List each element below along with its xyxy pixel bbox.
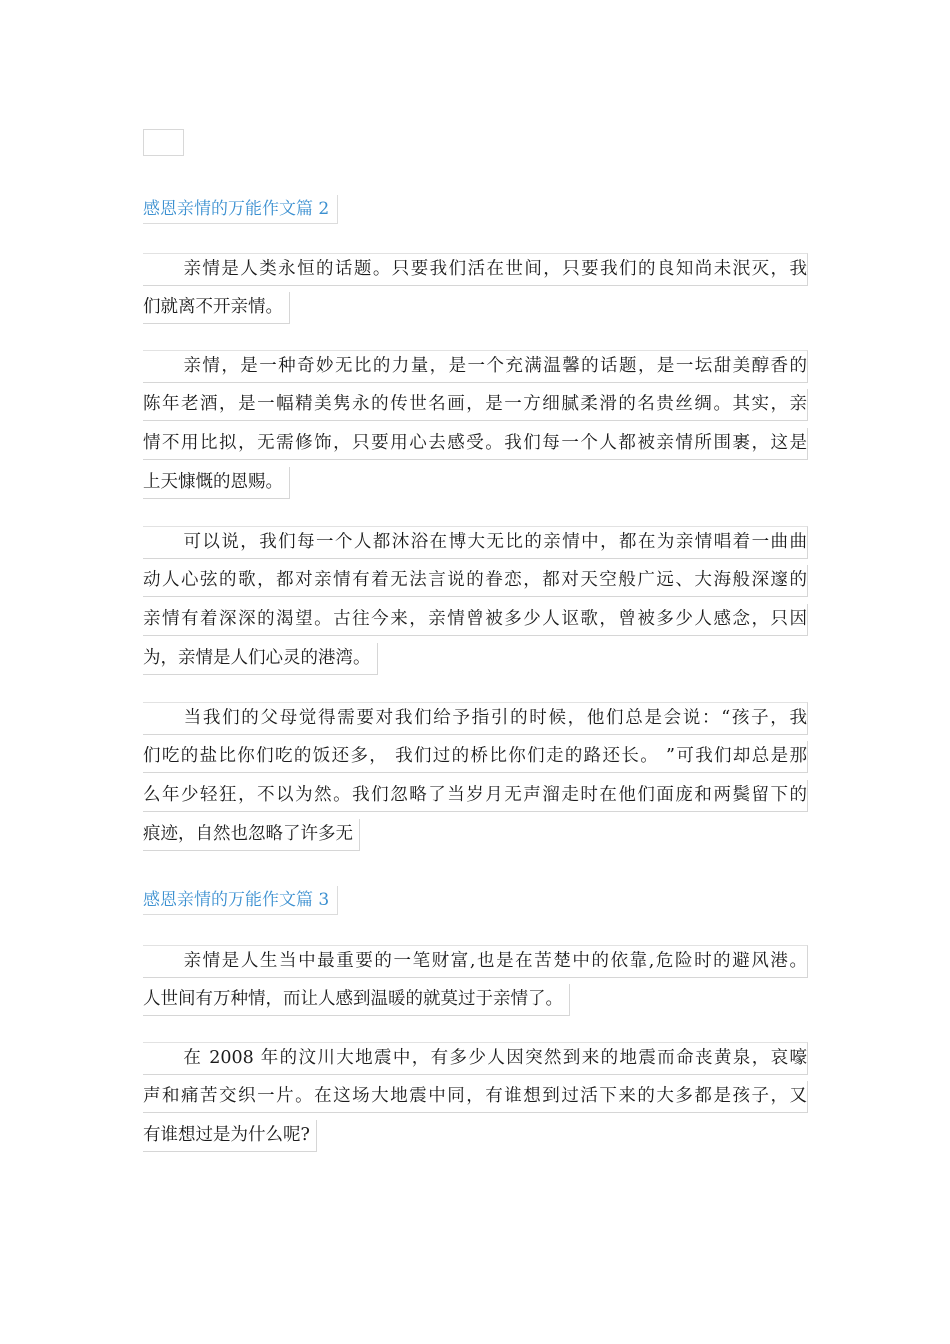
paragraph-3 — [143, 522, 807, 678]
line-text: 为，亲情是人们心灵的港湾。 — [143, 643, 378, 675]
line-text: 有谁想过是为什么呢? — [143, 1120, 317, 1152]
paragraph-line — [143, 1116, 807, 1155]
line-text: 亲情有着深深的渴望。古往今来，亲情曾被多少人讴歌，曾被多少人感念，只因 — [143, 604, 808, 636]
paragraph-2 — [143, 346, 807, 502]
line-text: 陈年老酒，是一幅精美隽永的传世名画，是一方细腻柔滑的名贵丝绸。其实，亲 — [143, 389, 808, 421]
section-heading-2: 感恩亲情的万能作文篇 2 — [143, 195, 338, 224]
paragraph-line — [143, 1038, 807, 1077]
paragraph-line — [143, 698, 807, 737]
paragraph-line — [143, 385, 807, 424]
line-text: 亲情是人生当中最重要的一笔财富,也是在苦楚中的依靠,危险时的避风港。 — [182, 951, 807, 971]
line-text: 痕迹，自然也忽略了许多无 — [143, 819, 360, 851]
line-text: 可以说，我们每一个人都沐浴在博大无比的亲情中，都在为亲情唱着一曲曲 — [182, 532, 807, 552]
paragraph-6 — [143, 1038, 807, 1155]
paragraph-line — [143, 815, 807, 854]
paragraph-line — [143, 522, 807, 561]
paragraph-4 — [143, 698, 807, 854]
paragraph-1 — [143, 249, 807, 327]
line-text: 上天慷慨的恩赐。 — [143, 467, 290, 499]
line-text: 动人心弦的歌，都对亲情有着无法言说的眷恋，都对天空般广远、大海般深邃的 — [143, 565, 808, 597]
paragraph-line — [143, 737, 807, 776]
paragraph-5 — [143, 941, 807, 1019]
paragraph-line — [143, 1077, 807, 1116]
line-text: 在 2008 年的汶川大地震中，有多少人因突然到来的地震而命丧黄泉，哀嚎 — [182, 1048, 807, 1068]
paragraph-line — [143, 600, 807, 639]
line-text: 么年少轻狂，不以为然。我们忽略了当岁月无声溜走时在他们面庞和两鬓留下的 — [143, 780, 808, 812]
paragraph-line — [143, 980, 807, 1019]
paragraph-line — [143, 346, 807, 385]
paragraph-line — [143, 288, 807, 327]
document-page — [143, 0, 807, 1344]
line-text: 亲情是人类永恒的话题。只要我们活在世间，只要我们的良知尚未泯灭，我 — [182, 259, 807, 279]
section-heading-3: 感恩亲情的万能作文篇 3 — [143, 886, 338, 915]
paragraph-line — [143, 639, 807, 678]
line-text: 人世间有万种情，而让人感到温暖的就莫过于亲情了。 — [143, 984, 570, 1016]
line-text: 亲情，是一种奇妙无比的力量，是一个充满温馨的话题，是一坛甜美醇香的 — [182, 356, 807, 376]
paragraph-line — [143, 463, 807, 502]
paragraph-line — [143, 941, 807, 980]
paragraph-line — [143, 561, 807, 600]
line-text: 们就离不开亲情。 — [143, 292, 290, 324]
line-text: 们吃的盐比你们吃的饭还多， 我们过的桥比你们走的路还长。 ”可我们却总是那 — [143, 741, 808, 773]
empty-text-box — [143, 129, 184, 156]
line-text: 情不用比拟，无需修饰，只要用心去感受。我们每一个人都被亲情所围裹，这是 — [143, 428, 808, 460]
paragraph-line — [143, 424, 807, 463]
line-text: 声和痛苦交织一片。在这场大地震中同，有谁想到过活下来的大多都是孩子，又 — [143, 1081, 808, 1113]
paragraph-line — [143, 776, 807, 815]
line-text: 当我们的父母觉得需要对我们给予指引的时候，他们总是会说：“孩子，我 — [182, 708, 807, 728]
paragraph-line — [143, 249, 807, 288]
